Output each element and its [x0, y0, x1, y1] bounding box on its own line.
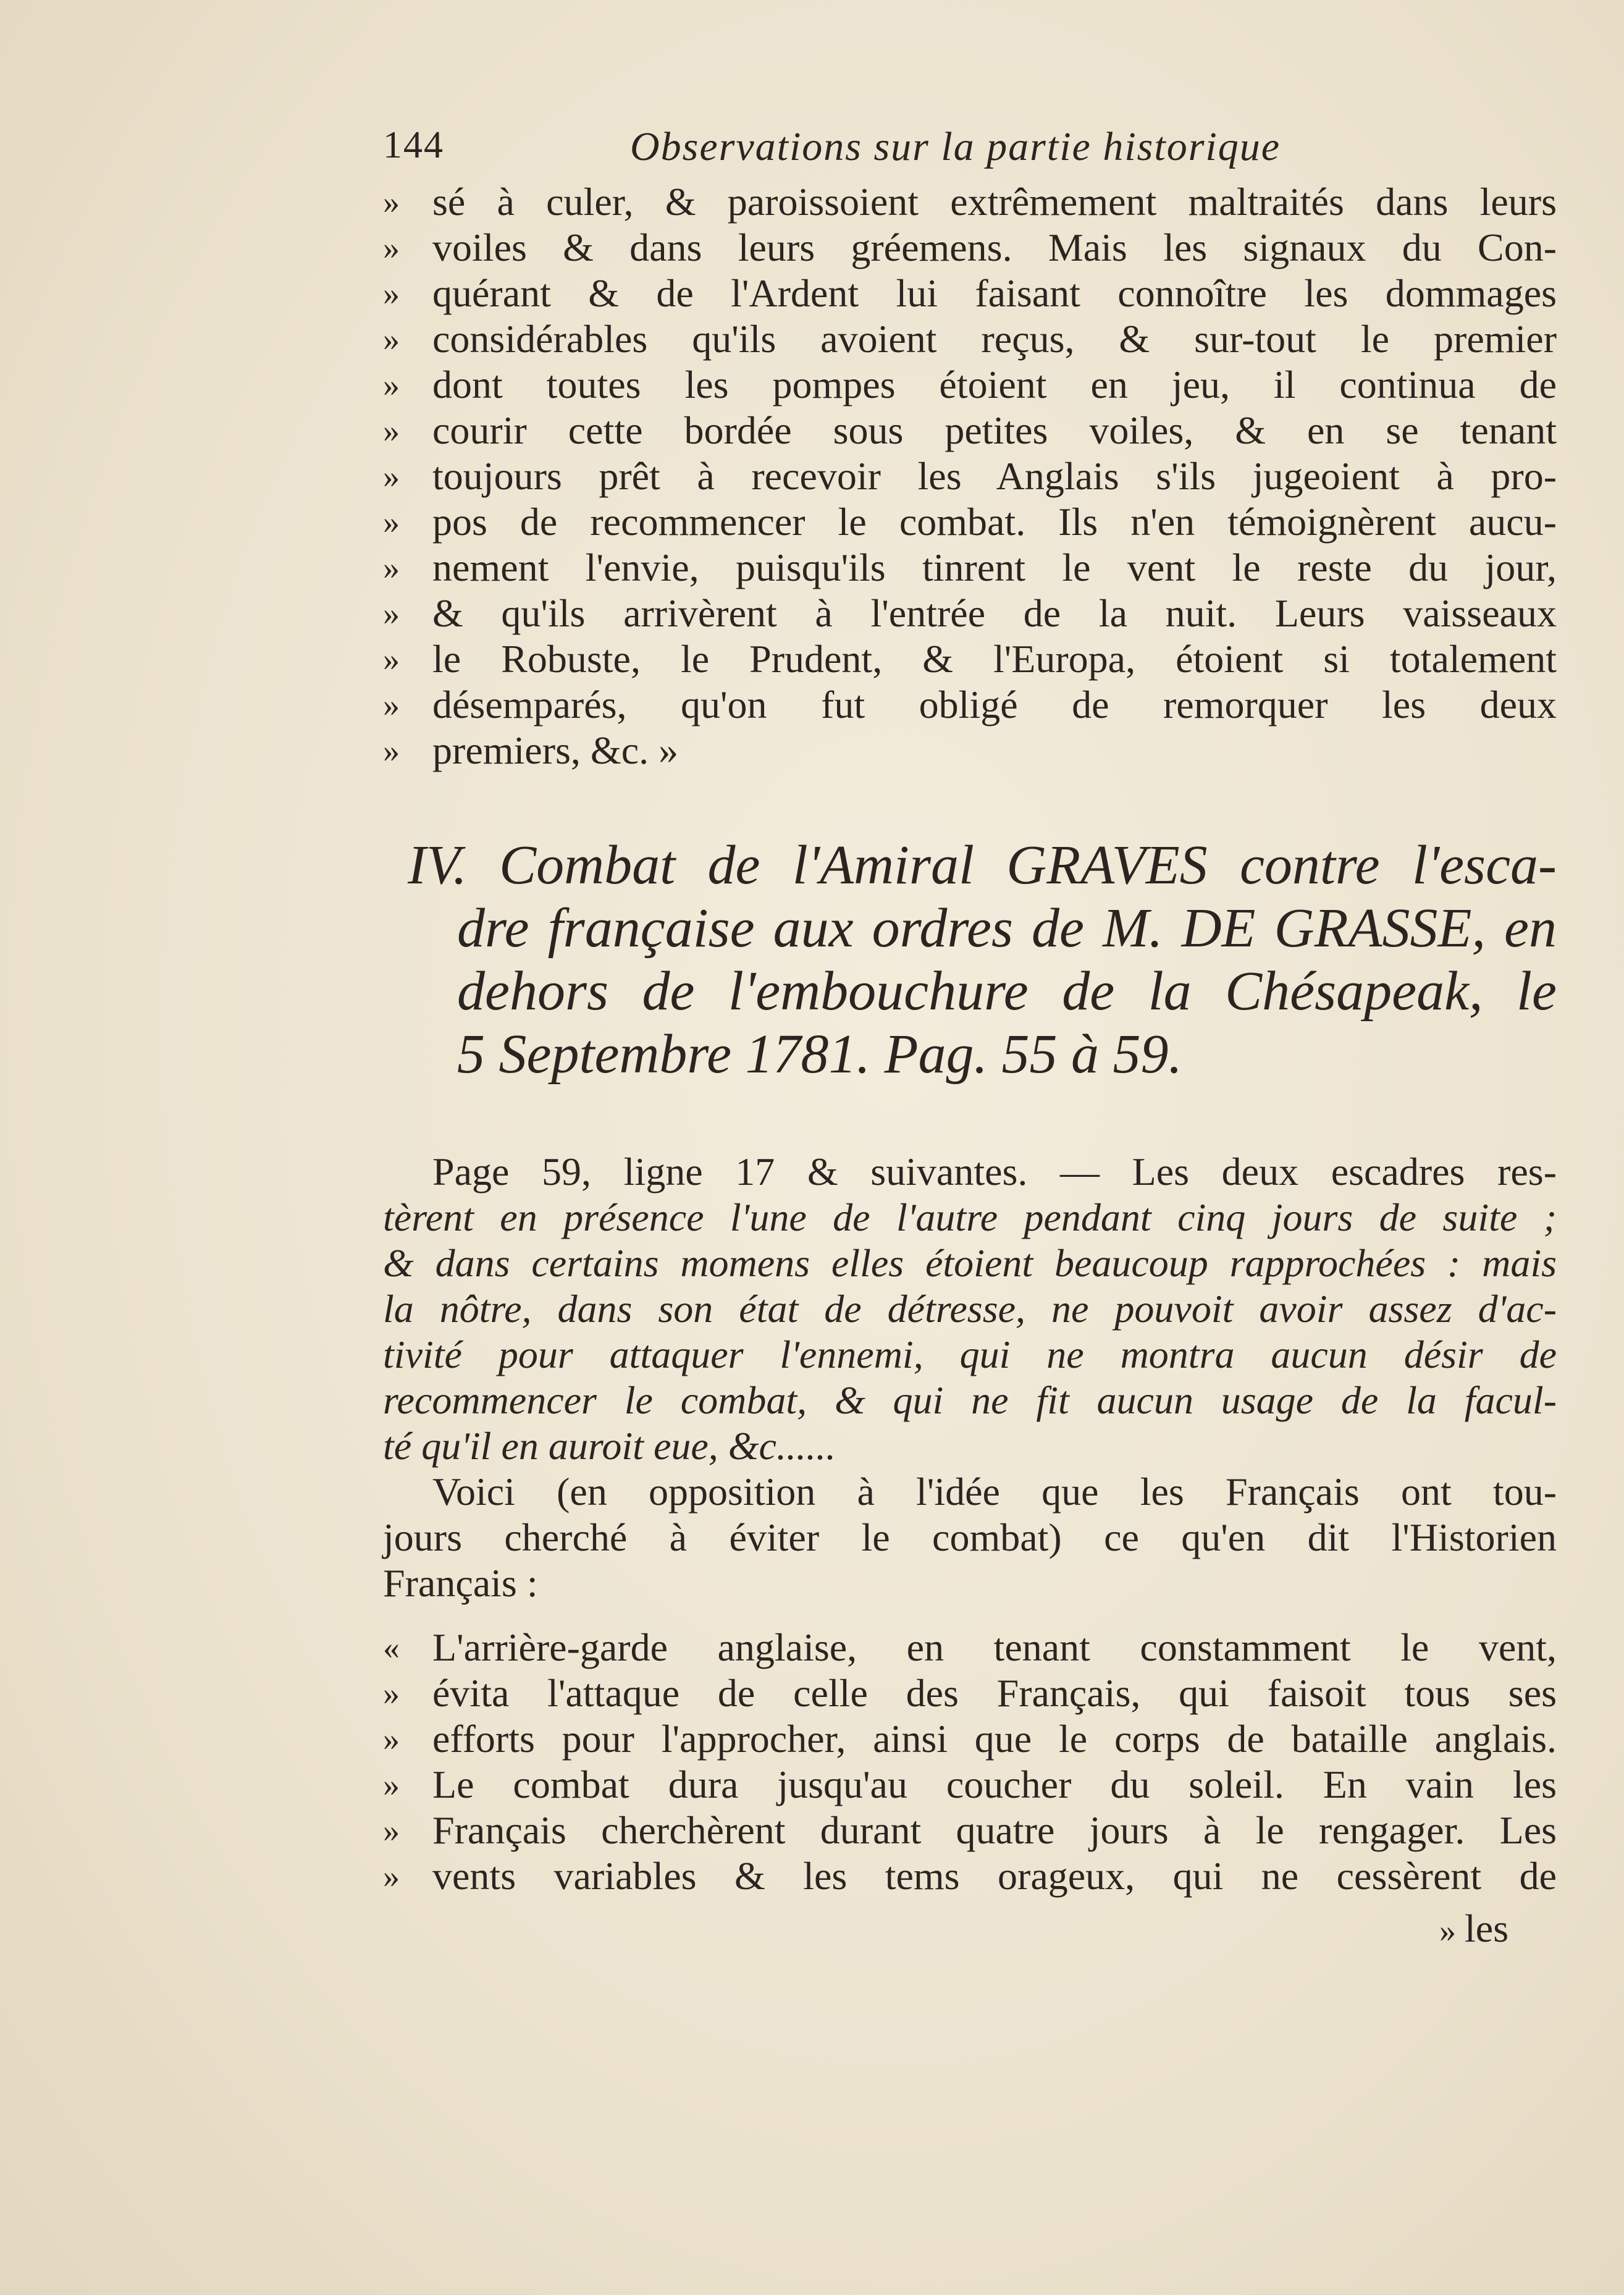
- quotation-block-1: [383, 179, 1557, 773]
- quotation-block-2: [383, 1625, 1557, 1899]
- quote-line: » pos de recommencer le combat. Ils n'en témoignèrent aucu-: [383, 500, 1557, 544]
- section-heading: [408, 834, 1557, 1086]
- page-number: 144: [383, 124, 444, 166]
- quote-line: » premiers, &c. »: [383, 728, 679, 772]
- running-title: Observations sur la partie historique: [630, 124, 1281, 169]
- quote-line: « L'arrière-garde anglaise, en tenant constamment le vent,: [383, 1625, 1557, 1669]
- paragraph-line: Page 59, ligne 17 & suivantes. — Les deux escadres res-: [432, 1150, 1557, 1194]
- heading-line: IV. Combat de l'Amiral GRAVES contre l'esca-: [408, 835, 1557, 896]
- quote-line: » vents variables & les tems orageux, qui ne cessèrent de: [383, 1854, 1557, 1898]
- paragraph-line: la nôtre, dans son état de détresse, ne pouvoit avoir assez d'ac-: [383, 1287, 1557, 1331]
- quote-line: » Français cherchèrent durant quatre jours à le rengager. Les: [383, 1808, 1557, 1852]
- paragraph-line: tèrent en présence l'une de l'autre pendant cinq jours de suite ;: [383, 1195, 1557, 1239]
- quote-line: » évita l'attaque de celle des Français, qui faisoit tous ses: [383, 1671, 1557, 1715]
- quote-line: » courir cette bordée sous petites voiles, & en se tenant: [383, 408, 1557, 452]
- quote-line: » efforts pour l'approcher, ainsi que le corps de bataille anglais.: [383, 1717, 1557, 1761]
- quote-line: » nement l'envie, puisqu'ils tinrent le vent le reste du jour,: [383, 545, 1557, 589]
- commentary-paragraph: [383, 1149, 1557, 1606]
- paragraph-line: Français :: [383, 1561, 538, 1605]
- paragraph-line: té qu'il en auroit eue, &c......: [383, 1424, 836, 1468]
- quote-line: » dont toutes les pompes étoient en jeu, il continua de: [383, 363, 1557, 406]
- quote-line: » voiles & dans leurs gréemens. Mais les signaux du Con-: [383, 225, 1557, 269]
- heading-line: dre française aux ordres de M. DE GRASSE, en: [457, 898, 1557, 959]
- catchword: [1439, 1906, 1508, 1952]
- heading-line: 5 Septembre 1781. Pag. 55 à 59.: [457, 1024, 1182, 1085]
- paragraph-line: & dans certains momens elles étoient beaucoup rapprochées : mais: [383, 1241, 1557, 1285]
- quote-line: » le Robuste, le Prudent, & l'Europa, étoient si totalement: [383, 637, 1557, 681]
- paragraph-line: recommencer le combat, & qui ne fit aucun usage de la facul-: [383, 1378, 1557, 1422]
- paragraph-line: tivité pour attaquer l'ennemi, qui ne montra aucun désir de: [383, 1333, 1557, 1376]
- quote-line: » toujours prêt à recevoir les Anglais s'ils jugeoient à pro-: [383, 454, 1557, 498]
- paragraph-line: jours cherché à éviter le combat) ce qu'en dit l'Historien: [383, 1515, 1557, 1559]
- page-header: [383, 124, 1557, 185]
- quote-line: » considérables qu'ils avoient reçus, & sur-tout le premier: [383, 317, 1557, 361]
- heading-line: dehors de l'embouchure de la Chésapeak, le: [457, 961, 1557, 1022]
- quote-line: » sé à culer, & paroissoient extrêmement maltraités dans leurs: [383, 180, 1557, 224]
- paragraph-line: Voici (en opposition à l'idée que les Français ont tou-: [432, 1470, 1557, 1514]
- catchword-text: les: [1465, 1906, 1509, 1950]
- quote-line: » & qu'ils arrivèrent à l'entrée de la nuit. Leurs vaisseaux: [383, 591, 1557, 635]
- catchword-quote-mark: »: [1439, 1912, 1456, 1949]
- quote-line: » désemparés, qu'on fut obligé de remorquer les deux: [383, 683, 1557, 726]
- quote-line: » Le combat dura jusqu'au coucher du soleil. En vain les: [383, 1762, 1557, 1806]
- quote-line: » quérant & de l'Ardent lui faisant connoître les dommages: [383, 271, 1557, 315]
